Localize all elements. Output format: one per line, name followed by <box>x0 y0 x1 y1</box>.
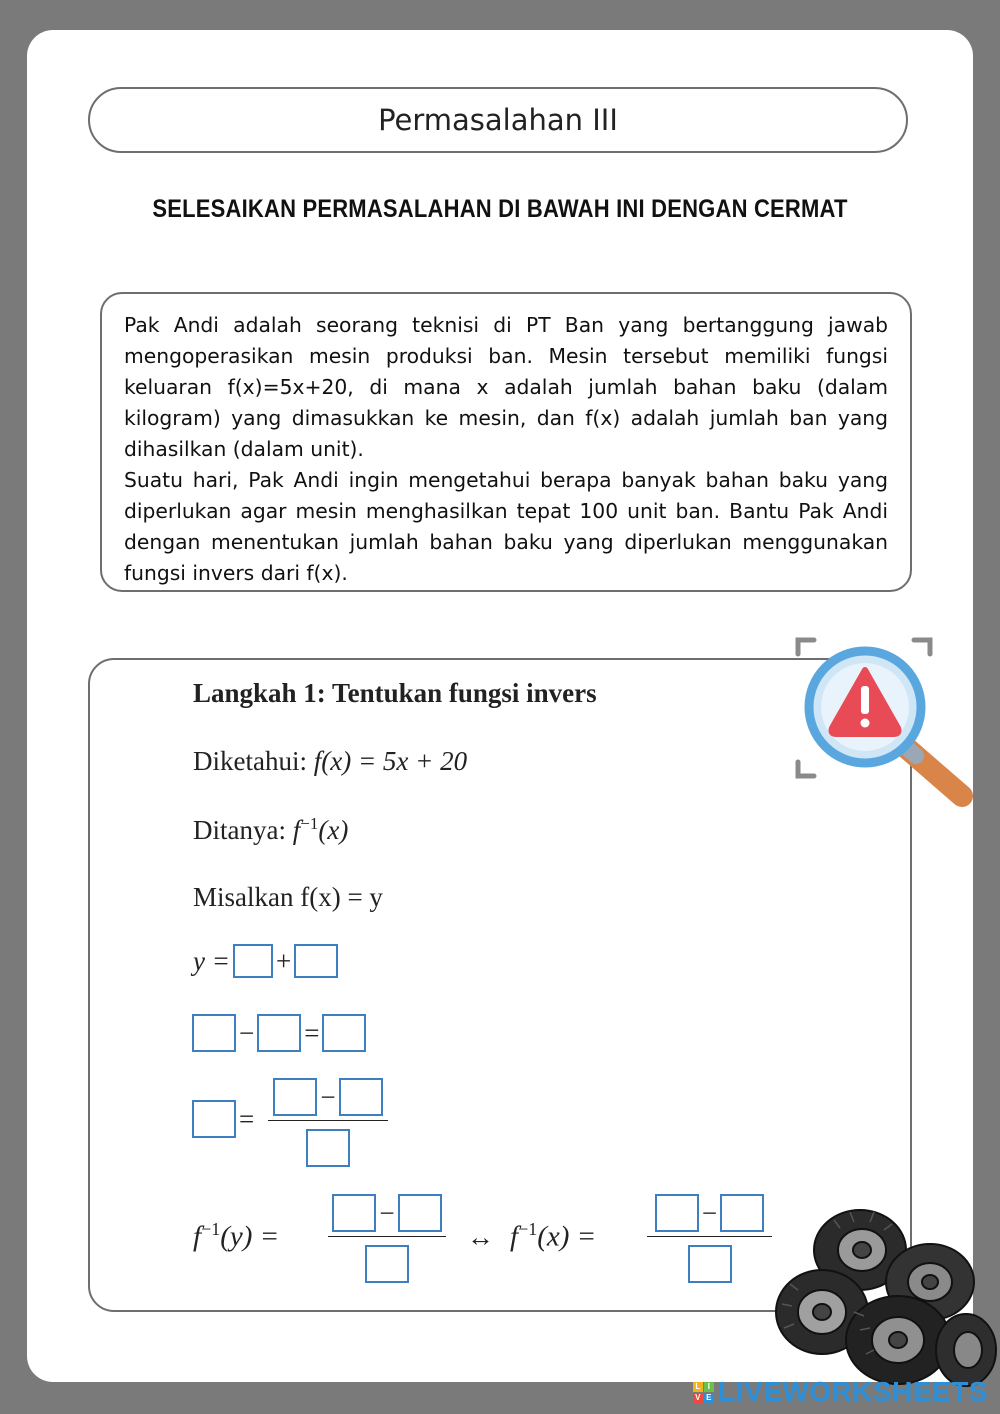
known-label: Diketahui: <box>193 746 307 776</box>
inverse-x-label <box>510 1219 596 1254</box>
answer-blank[interactable] <box>322 1014 366 1052</box>
asked-line <box>193 814 348 846</box>
answer-blank[interactable] <box>339 1078 383 1116</box>
asked-argument: (x) <box>318 815 349 845</box>
finv-exponent: −1 <box>201 1219 221 1239</box>
equation-row-2 <box>192 1014 366 1052</box>
iff-symbol: ↔ <box>467 1222 494 1252</box>
liveworksheets-watermark <box>693 1376 988 1408</box>
answer-blank[interactable] <box>655 1194 699 1232</box>
fraction-row-3 <box>268 1078 388 1167</box>
watermark-text: LIVEWORKSHEETS <box>718 1376 988 1407</box>
equation-row-1 <box>193 944 338 978</box>
fraction-numerator <box>267 1078 388 1116</box>
warning-magnifier-icon <box>790 632 980 816</box>
fraction-numerator <box>326 1194 447 1232</box>
known-expression: f(x) = 5x + 20 <box>313 746 468 776</box>
answer-blank[interactable] <box>306 1129 350 1167</box>
liveworksheets-logo-icon: L I V E <box>693 1382 714 1403</box>
asked-exponent: −1 <box>300 814 319 833</box>
equation-row-3-lhs <box>192 1100 257 1138</box>
known-line <box>193 746 467 777</box>
finv-x-argument: (x) = <box>537 1220 597 1253</box>
finv-f: f <box>510 1220 519 1253</box>
answer-blank[interactable] <box>192 1100 236 1138</box>
answer-blank[interactable] <box>332 1194 376 1232</box>
tire-stack-icon <box>770 1200 1000 1394</box>
inverse-y-label <box>193 1219 279 1254</box>
problem-story-box <box>100 292 912 592</box>
minus-sign: − <box>701 1197 718 1228</box>
equals-sign: = <box>304 1017 320 1048</box>
equals-sign: = <box>239 1103 255 1134</box>
answer-blank[interactable] <box>233 944 273 978</box>
plus-sign: + <box>275 945 292 976</box>
fraction-inverse-x <box>647 1194 772 1283</box>
minus-sign: − <box>379 1197 395 1228</box>
fraction-inverse-y <box>328 1194 446 1283</box>
finv-f: f <box>193 1220 202 1253</box>
answer-blank[interactable] <box>273 1078 317 1116</box>
answer-blank[interactable] <box>720 1194 764 1232</box>
y-equals: y = <box>193 945 230 976</box>
fraction-numerator <box>649 1194 770 1232</box>
answer-blank[interactable] <box>257 1014 301 1052</box>
answer-blank[interactable] <box>192 1014 236 1052</box>
fraction-bar <box>328 1236 446 1237</box>
asked-f: f <box>292 815 301 845</box>
finv-exponent: −1 <box>518 1219 538 1239</box>
answer-blank[interactable] <box>365 1245 409 1283</box>
fraction-bar <box>647 1236 772 1237</box>
finv-y-argument: (y) = <box>220 1220 280 1253</box>
page-title <box>88 87 908 153</box>
instruction-heading: SELESAIKAN PERMASALAHAN DI BAWAH INI DENGAN CERMAT <box>152 194 848 223</box>
page-title-text: Permasalahan III <box>378 103 618 137</box>
minus-sign: − <box>320 1081 336 1112</box>
answer-blank[interactable] <box>398 1194 442 1232</box>
story-paragraph-2: Suatu hari, Pak Andi ingin mengetahui berapa banyak bahan baku yang diperlukan agar mesin menghasilkan tepat 100 unit ban. Bantu Pak Andi dengan menentukan jumlah bahan baku yang diperlukan menggunakan fungsi invers dari f(x). <box>124 468 888 585</box>
answer-blank[interactable] <box>688 1245 732 1283</box>
story-paragraph-1: Pak Andi adalah seorang teknisi di PT Ban yang bertanggung jawab mengoperasikan mesin produksi ban. Mesin tersebut memiliki fungsi keluaran f(x)=5x+20, di mana x adalah jumlah bahan baku (dalam kilogram) yang dimasukkan ke mesin, dan f(x) adalah jumlah ban yang dihasilkan (dalam unit). <box>124 313 888 461</box>
suppose-line: Misalkan f(x) = y <box>193 882 383 912</box>
minus-sign: − <box>239 1017 255 1048</box>
fraction-bar <box>268 1120 388 1121</box>
answer-blank[interactable] <box>294 944 338 978</box>
step-title: Langkah 1: Tentukan fungsi invers <box>193 678 597 708</box>
asked-label: Ditanya: <box>193 815 286 845</box>
